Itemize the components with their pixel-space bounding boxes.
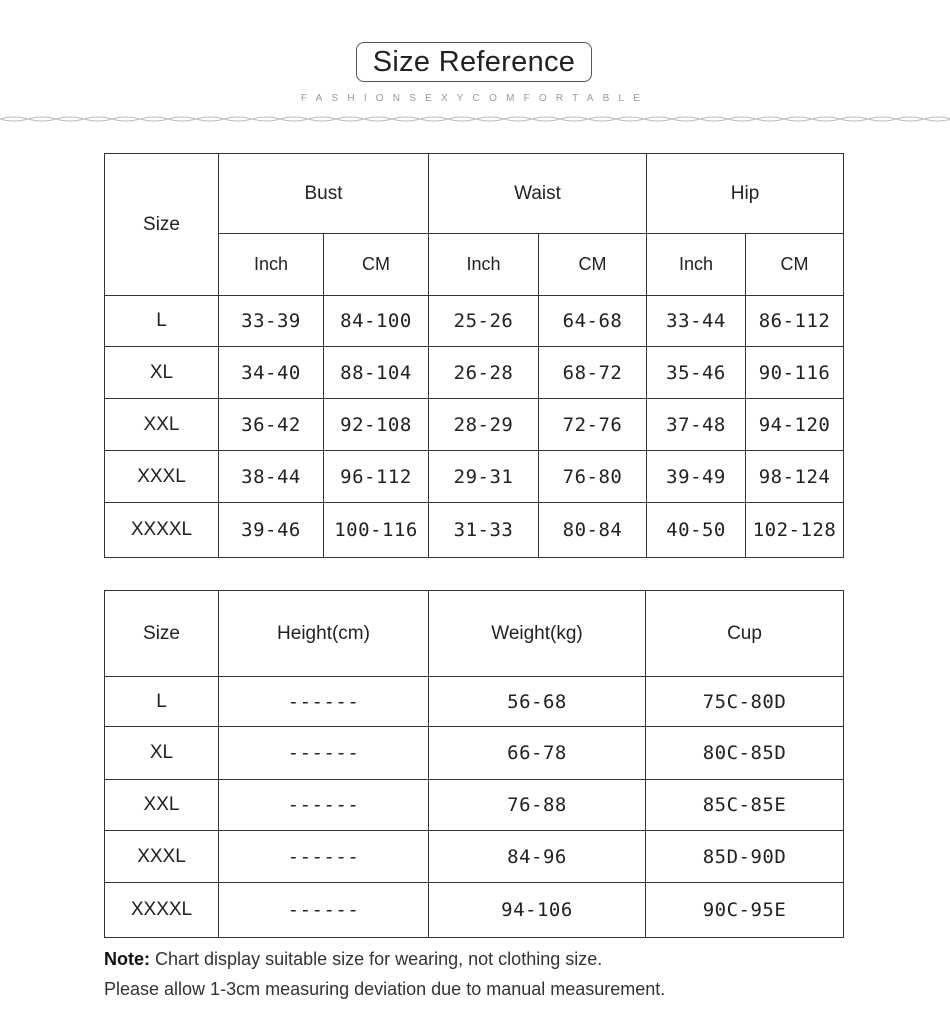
table-row — [105, 883, 844, 938]
measurement-cell: 102-128 — [746, 503, 844, 558]
weight-cell: 76-88 — [429, 780, 646, 831]
note-text-1: Chart display suitable size for wearing, not clothing size. — [155, 949, 603, 969]
measurement-cell: 39-46 — [219, 503, 324, 558]
cup-cell: 85C-85E — [646, 780, 844, 831]
size-cell: XXXXL — [105, 503, 219, 558]
measurement-cell: 88-104 — [324, 347, 429, 399]
note-text-2: Please allow 1-3cm measuring deviation due to manual measurement. — [104, 979, 666, 999]
measurement-cell: 31-33 — [429, 503, 539, 558]
fit-reference-table — [104, 590, 844, 938]
table-row — [105, 677, 844, 727]
size-measurement-table — [104, 153, 844, 558]
height-cell: ------ — [219, 831, 429, 883]
cup-cell: 75C-80D — [646, 677, 844, 727]
measurement-cell: 25-26 — [429, 296, 539, 347]
measurement-cell: 94-120 — [746, 399, 844, 451]
cup-cell: 80C-85D — [646, 727, 844, 780]
table-row — [105, 831, 844, 883]
weight-cell: 66-78 — [429, 727, 646, 780]
note-label: Note: — [104, 949, 150, 969]
page-header — [0, 0, 950, 140]
size-cell: XXXL — [105, 831, 219, 883]
unit-header: CM — [324, 234, 429, 296]
unit-header: Inch — [429, 234, 539, 296]
hip-header: Hip — [647, 154, 844, 234]
measurement-cell: 72-76 — [539, 399, 647, 451]
measurement-cell: 84-100 — [324, 296, 429, 347]
measurement-cell: 28-29 — [429, 399, 539, 451]
measurement-cell: 36-42 — [219, 399, 324, 451]
waist-header: Waist — [429, 154, 647, 234]
cup-header: Cup — [646, 591, 844, 677]
measurement-cell: 26-28 — [429, 347, 539, 399]
page-subtitle: FASHIONSEXYCOMFORTABLE — [300, 93, 650, 104]
measurement-cell: 96-112 — [324, 451, 429, 503]
cup-cell: 90C-95E — [646, 883, 844, 938]
size-cell: L — [105, 677, 219, 727]
measurement-cell: 34-40 — [219, 347, 324, 399]
measurement-cell: 86-112 — [746, 296, 844, 347]
note-line-1 — [104, 949, 602, 970]
wave-divider — [0, 110, 950, 128]
page-title: Size Reference — [356, 42, 592, 82]
weight-cell: 56-68 — [429, 677, 646, 727]
measurement-cell: 39-49 — [647, 451, 746, 503]
measurement-cell: 98-124 — [746, 451, 844, 503]
measurement-cell: 38-44 — [219, 451, 324, 503]
measurement-cell: 29-31 — [429, 451, 539, 503]
size-header: Size — [105, 154, 219, 296]
measurement-cell: 92-108 — [324, 399, 429, 451]
height-cell: ------ — [219, 883, 429, 938]
size-cell: XXL — [105, 399, 219, 451]
table-row — [105, 503, 844, 558]
height-cell: ------ — [219, 677, 429, 727]
size-cell: XL — [105, 727, 219, 780]
table-row — [105, 727, 844, 780]
weight-cell: 84-96 — [429, 831, 646, 883]
size-header: Size — [105, 591, 219, 677]
size-cell: XXXL — [105, 451, 219, 503]
table-row — [105, 296, 844, 347]
measurement-cell: 90-116 — [746, 347, 844, 399]
height-cell: ------ — [219, 727, 429, 780]
unit-header: CM — [746, 234, 844, 296]
measurement-cell: 33-39 — [219, 296, 324, 347]
unit-header: CM — [539, 234, 647, 296]
table-row — [105, 347, 844, 399]
measurement-cell: 80-84 — [539, 503, 647, 558]
measurement-cell: 35-46 — [647, 347, 746, 399]
weight-cell: 94-106 — [429, 883, 646, 938]
measurement-cell: 64-68 — [539, 296, 647, 347]
table-row — [105, 451, 844, 503]
note-line-2 — [104, 979, 665, 1000]
measurement-cell: 68-72 — [539, 347, 647, 399]
measurement-cell: 37-48 — [647, 399, 746, 451]
size-cell: XXL — [105, 780, 219, 831]
weight-header: Weight(kg) — [429, 591, 646, 677]
measurement-cell: 76-80 — [539, 451, 647, 503]
measurement-cell: 40-50 — [647, 503, 746, 558]
table-row — [105, 399, 844, 451]
height-cell: ------ — [219, 780, 429, 831]
height-header: Height(cm) — [219, 591, 429, 677]
table-row — [105, 780, 844, 831]
unit-header: Inch — [647, 234, 746, 296]
measurement-cell: 33-44 — [647, 296, 746, 347]
unit-header: Inch — [219, 234, 324, 296]
measurement-cell: 100-116 — [324, 503, 429, 558]
cup-cell: 85D-90D — [646, 831, 844, 883]
size-cell: XXXXL — [105, 883, 219, 938]
bust-header: Bust — [219, 154, 429, 234]
size-cell: XL — [105, 347, 219, 399]
size-cell: L — [105, 296, 219, 347]
